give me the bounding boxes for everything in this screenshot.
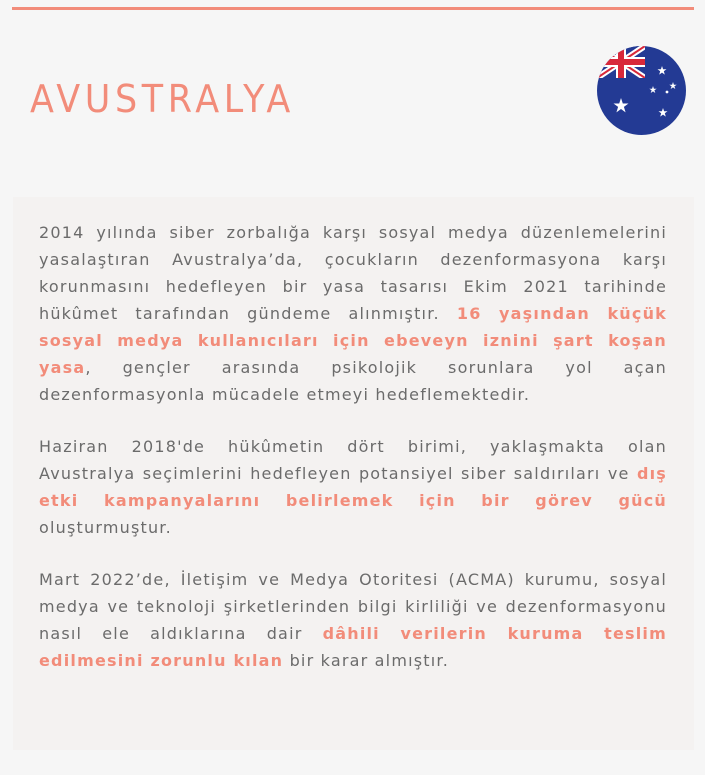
paragraph-text: Mart 2022’de, İletişim ve Medya Otoritesi (ACMA) kurumu, sosyal medya ve teknoloji şirketlerinden bilgi kirliliği ve dezenformasyonu nasıl ele aldıklarına dair (39, 570, 667, 643)
paragraph-text: Haziran 2018'de hükûmetin dört birimi, yaklaşmakta olan Avustralya seçimlerini hedefleyen potansiyel siber saldırıları ve (39, 437, 667, 483)
highlight-text: 16 yaşından küçük sosyal medya kullanıcıları için ebeveyn iznini şart koşan yasa (39, 304, 667, 377)
paragraph-legislation (39, 219, 667, 408)
content-box (13, 197, 694, 750)
page-title: AVUSTRALYA (30, 77, 295, 121)
paragraph-text: bir karar almıştır. (283, 651, 449, 670)
paragraph-acma (39, 566, 667, 674)
paragraph-text: 2014 yılında siber zorbalığa karşı sosyal medya düzenlemelerini yasalaştıran Avustralya’da, çocukların dezenformasyona karşı korunmasını hedefleyen bir yasa tasarısı Ekim 2021 tarihinde hükûmet tarafından gündeme alınmıştır. (39, 223, 667, 323)
paragraph-text: , gençler arasında psikolojik sorunlara yol açan dezenformasyonla mücadele etmeyi hedeflemektedir. (39, 358, 667, 404)
highlight-text: dış etki kampanyalarını belirlemek için bir görev gücü (39, 464, 667, 510)
paragraph-text: oluşturmuştur. (39, 518, 172, 537)
highlight-text: dâhili verilerin kuruma teslim edilmesini zorunlu kılan (39, 624, 667, 670)
australia-flag-icon (597, 46, 686, 135)
paragraph-task-force (39, 433, 667, 541)
top-divider (12, 7, 694, 10)
